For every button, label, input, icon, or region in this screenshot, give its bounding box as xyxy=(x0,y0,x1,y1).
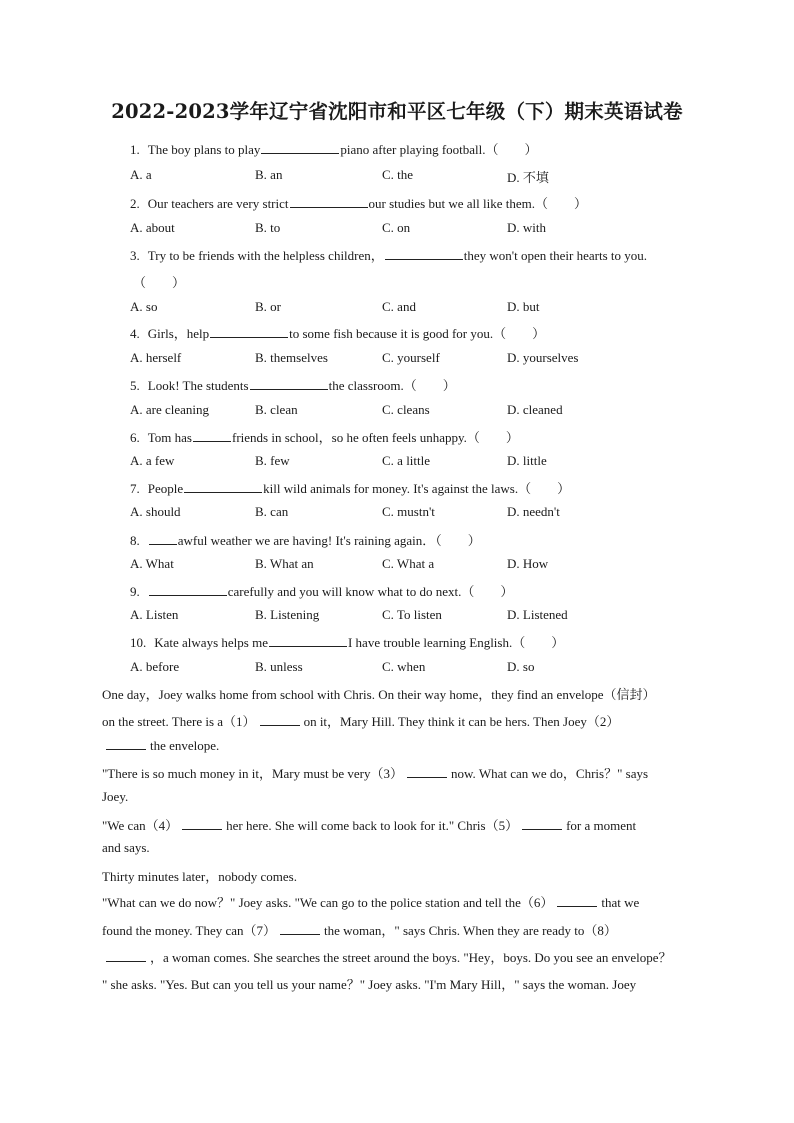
answer-blank[interactable] xyxy=(210,325,288,338)
question-text-before: People xyxy=(147,481,184,496)
question-number: 5. xyxy=(130,378,140,393)
passage-line xyxy=(102,815,636,834)
passage-blank[interactable] xyxy=(522,817,562,830)
options-row xyxy=(130,299,690,315)
options-row xyxy=(130,556,690,572)
option-d[interactable]: D. with xyxy=(507,220,546,235)
passage-text: " she asks. "Yes. But can you tell us your name？" Joey asks. "I'm Mary Hill，" says the woman. Joey xyxy=(102,977,637,992)
passage-text: ，a woman comes. She searches the street around the boys. "Hey，boys. Do you see an envelope？ xyxy=(150,950,672,965)
options-row xyxy=(130,350,690,366)
passage-line xyxy=(102,711,619,730)
question-text-before: Girls，help xyxy=(147,326,210,341)
question-text-after: our studies but we all like them.（ ） xyxy=(368,196,587,211)
question-1 xyxy=(130,139,538,158)
question-continuation: （ ） xyxy=(133,275,186,290)
passage-line xyxy=(102,763,648,782)
option-b[interactable]: B. clean xyxy=(255,402,298,417)
passage-line xyxy=(102,737,219,754)
option-a[interactable]: A. a few xyxy=(130,453,175,468)
option-d[interactable]: D. How xyxy=(507,556,549,571)
question-number: 7. xyxy=(130,481,140,496)
option-a[interactable]: A. What xyxy=(130,556,174,571)
option-d[interactable]: D. little xyxy=(507,453,547,468)
options-row xyxy=(130,402,690,418)
option-c[interactable]: C. and xyxy=(382,299,416,314)
passage-text: on the street. There is a（1） xyxy=(102,714,256,729)
question-text-after: they won't open their hearts to you. xyxy=(463,248,647,263)
question-10 xyxy=(130,632,564,651)
question-number: 8. xyxy=(130,533,140,548)
option-c[interactable]: C. cleans xyxy=(382,402,430,417)
option-b[interactable]: B. themselves xyxy=(255,350,328,365)
option-d[interactable]: D. needn't xyxy=(507,504,560,519)
question-7 xyxy=(130,478,570,497)
option-c[interactable]: C. mustn't xyxy=(382,504,435,519)
passage-line xyxy=(102,974,636,993)
option-d[interactable]: D. so xyxy=(507,659,535,674)
answer-blank[interactable] xyxy=(184,480,262,493)
options-row xyxy=(130,659,690,675)
passage-line xyxy=(102,866,297,885)
passage-text: now. What can we do，Chris？" says xyxy=(451,766,649,781)
question-text-after: awful weather we are having! It's raining again．（ ） xyxy=(177,533,481,548)
passage-text: One day，Joey walks home from school with Chris. On their way home，they find an envelope（信封） xyxy=(102,687,656,702)
passage-text: for a moment xyxy=(566,818,637,833)
passage-blank[interactable] xyxy=(260,713,300,726)
question-text-before: Our teachers are very strict xyxy=(147,196,289,211)
question-text-after: I have trouble learning English.（ ） xyxy=(347,635,565,650)
option-b[interactable]: B. can xyxy=(255,504,289,519)
options-row xyxy=(130,607,690,623)
answer-blank[interactable] xyxy=(250,377,328,390)
passage-blank[interactable] xyxy=(280,922,320,935)
option-a[interactable]: A. should xyxy=(130,504,181,519)
option-d[interactable]: D. but xyxy=(507,299,540,314)
option-a[interactable]: A. so xyxy=(130,299,158,314)
option-b[interactable]: B. What an xyxy=(255,556,314,571)
passage-line xyxy=(102,947,672,966)
passage-blank[interactable] xyxy=(182,817,222,830)
question-number: 9. xyxy=(130,584,140,599)
passage-text: Thirty minutes later，nobody comes. xyxy=(102,869,297,884)
passage-blank[interactable] xyxy=(557,894,597,907)
question-number: 2. xyxy=(130,196,140,211)
option-a[interactable]: A. are cleaning xyxy=(130,402,210,417)
question-number: 10. xyxy=(130,635,147,650)
question-3 xyxy=(130,245,647,264)
answer-blank[interactable] xyxy=(149,532,177,545)
question-text-before: Try to be friends with the helpless children， xyxy=(147,248,384,263)
passage-text: "What can we do now？" Joey asks. "We can go to the police station and tell the（6） xyxy=(102,895,554,910)
options-row xyxy=(130,453,690,469)
option-b[interactable]: B. an xyxy=(255,167,283,182)
passage-blank[interactable] xyxy=(407,765,447,778)
passage-line xyxy=(102,789,128,805)
passage-text: "We can（4） xyxy=(102,818,179,833)
question-number: 1. xyxy=(130,142,140,157)
question-8 xyxy=(130,530,481,549)
option-b[interactable]: B. or xyxy=(255,299,281,314)
question-number: 4. xyxy=(130,326,140,341)
passage-text: Joey. xyxy=(102,789,129,804)
passage-text: on it，Mary Hill. They think it can be hers. Then Joey（2） xyxy=(303,714,620,729)
answer-blank[interactable] xyxy=(269,634,347,647)
option-a[interactable]: A. a xyxy=(130,167,152,182)
option-a[interactable]: A. Listen xyxy=(130,607,179,622)
question-number: 3. xyxy=(130,248,140,263)
option-d[interactable]: D. yourselves xyxy=(507,350,579,365)
option-d[interactable]: D. Listened xyxy=(507,607,568,622)
options-row xyxy=(130,504,690,520)
question-text-after: to some fish because it is good for you.（ ） xyxy=(289,326,546,341)
passage-text: and says. xyxy=(102,840,150,855)
option-c[interactable]: C. the xyxy=(382,167,414,182)
question-5 xyxy=(130,375,456,394)
question-4 xyxy=(130,323,545,342)
question-2 xyxy=(130,193,587,212)
options-row xyxy=(130,167,690,183)
passage-line xyxy=(102,892,639,911)
option-b[interactable]: B. unless xyxy=(255,659,303,674)
option-d[interactable]: D. 不填 xyxy=(507,170,549,185)
option-d[interactable]: D. cleaned xyxy=(507,402,563,417)
answer-blank[interactable] xyxy=(149,583,227,596)
question-text-before: Kate always helps me xyxy=(154,635,268,650)
passage-text: found the money. They can（7） xyxy=(102,923,277,938)
option-a[interactable]: A. before xyxy=(130,659,180,674)
passage-text: her here. She will come back to look for it." Chris（5） xyxy=(226,818,519,833)
option-a[interactable]: A. herself xyxy=(130,350,182,365)
passage-line xyxy=(102,684,655,703)
option-c[interactable]: C. To listen xyxy=(382,607,442,622)
question-text-after: piano after playing football.（ ） xyxy=(340,142,538,157)
question-text-before: The boy plans to play xyxy=(147,142,261,157)
question-text-after: friends in school，so he often feels unhappy.（ ） xyxy=(231,430,519,445)
option-c[interactable]: C. a little xyxy=(382,453,431,468)
option-c[interactable]: C. on xyxy=(382,220,411,235)
question-text-after: the classroom.（ ） xyxy=(328,378,456,393)
passage-line xyxy=(102,840,150,856)
options-row xyxy=(130,220,690,236)
passage-line xyxy=(102,920,617,939)
answer-blank[interactable] xyxy=(385,247,463,260)
question-9 xyxy=(130,581,513,600)
passage-text: the envelope. xyxy=(150,738,220,753)
passage-blank[interactable] xyxy=(106,737,146,750)
answer-blank[interactable] xyxy=(290,195,368,208)
passage-text: "There is so much money in it，Mary must be very（3） xyxy=(102,766,404,781)
question-text-before: Look! The students xyxy=(147,378,249,393)
question-number: 6. xyxy=(130,430,140,445)
option-c[interactable]: C. when xyxy=(382,659,426,674)
question-text-after: kill wild animals for money. It's against the laws.（ ） xyxy=(263,481,571,496)
page-title: 2022-2023学年辽宁省沈阳市和平区七年级（下）期末英语试卷 xyxy=(111,100,683,123)
passage-blank[interactable] xyxy=(106,949,146,962)
option-c[interactable]: C. What a xyxy=(382,556,435,571)
answer-blank[interactable] xyxy=(193,429,231,442)
option-b[interactable]: B. Listening xyxy=(255,607,320,622)
question-text-after: carefully and you will know what to do next.（ ） xyxy=(227,584,514,599)
question-text-before: Tom has xyxy=(147,430,192,445)
option-c[interactable]: C. yourself xyxy=(382,350,440,365)
passage-text: the woman，" says Chris. When they are ready to（8） xyxy=(324,923,617,938)
option-a[interactable]: A. about xyxy=(130,220,175,235)
passage-text: that we xyxy=(601,895,640,910)
option-b[interactable]: B. few xyxy=(255,453,290,468)
question-6 xyxy=(130,427,519,446)
option-b[interactable]: B. to xyxy=(255,220,281,235)
answer-blank[interactable] xyxy=(261,141,339,154)
